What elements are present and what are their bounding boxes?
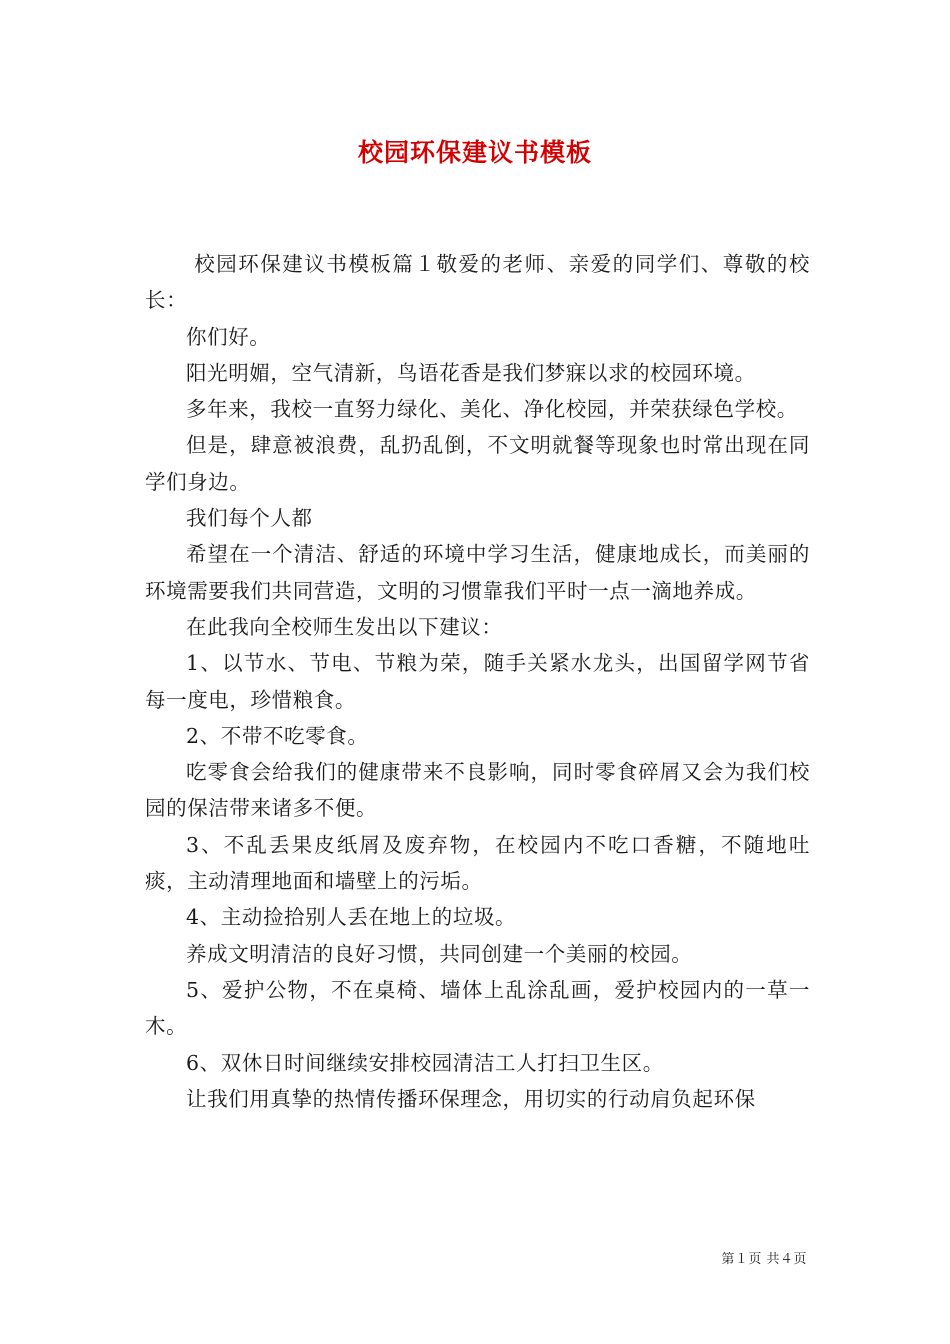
paragraph: 3、不乱丢果皮纸屑及废弃物，在校园内不吃口香糖，不随地吐痰，主动清理地面和墙壁上的污垢。 — [145, 832, 810, 894]
paragraph: 2、不带不吃零食。 — [186, 723, 369, 748]
paragraph: 吃零食会给我们的健康带来不良影响，同时零食碎屑又会为我们校园的保洁带来诸多不便。 — [145, 760, 810, 821]
paragraph: 多年来，我校一直努力绿化、美化、净化校园，并荣获绿色学校。 — [186, 397, 798, 422]
document-body — [145, 246, 810, 1117]
paragraph: 校园环保建议书模板篇１敬爱的老师、亲爱的同学们、尊敬的校长： — [145, 252, 810, 313]
document-title: 校园环保建议书模板 — [357, 138, 592, 167]
paragraph: 我们每个人都 — [186, 506, 313, 531]
page-indicator: 第１页 共４页 — [721, 1252, 807, 1267]
paragraph: 希望在一个清洁、舒适的环境中学习生活，健康地成长，而美丽的环境需要我们共同营造，文明的习惯靠我们平时一点一滴地养成。 — [145, 542, 810, 603]
paragraph: 5、爱护公物，不在桌椅、墙体上乱涂乱画，爱护校园内的一草一木。 — [145, 977, 810, 1039]
paragraph: 在此我向全校师生发出以下建议： — [186, 614, 503, 639]
paragraph: 让我们用真挚的热情传播环保理念，用切实的行动肩负起环保 — [186, 1086, 756, 1111]
paragraph: 你们好。 — [186, 324, 271, 349]
paragraph: 4、主动捡拾别人丢在地上的垃圾。 — [186, 905, 517, 930]
paragraph: 1、以节水、节电、节粮为荣，随手关紧水龙头，出国留学网节省每一度电，珍惜粮食。 — [145, 651, 810, 712]
paragraph: 但是，肆意被浪费，乱扔乱倒，不文明就餐等现象也时常出现在同学们身边。 — [145, 433, 810, 494]
paragraph: 阳光明媚，空气清新，鸟语花香是我们梦寐以求的校园环境。 — [186, 360, 756, 385]
paragraph: 6、双休日时间继续安排校园清洁工人打扫卫生区。 — [186, 1050, 664, 1075]
paragraph: 养成文明清洁的良好习惯，共同创建一个美丽的校园。 — [186, 941, 693, 966]
